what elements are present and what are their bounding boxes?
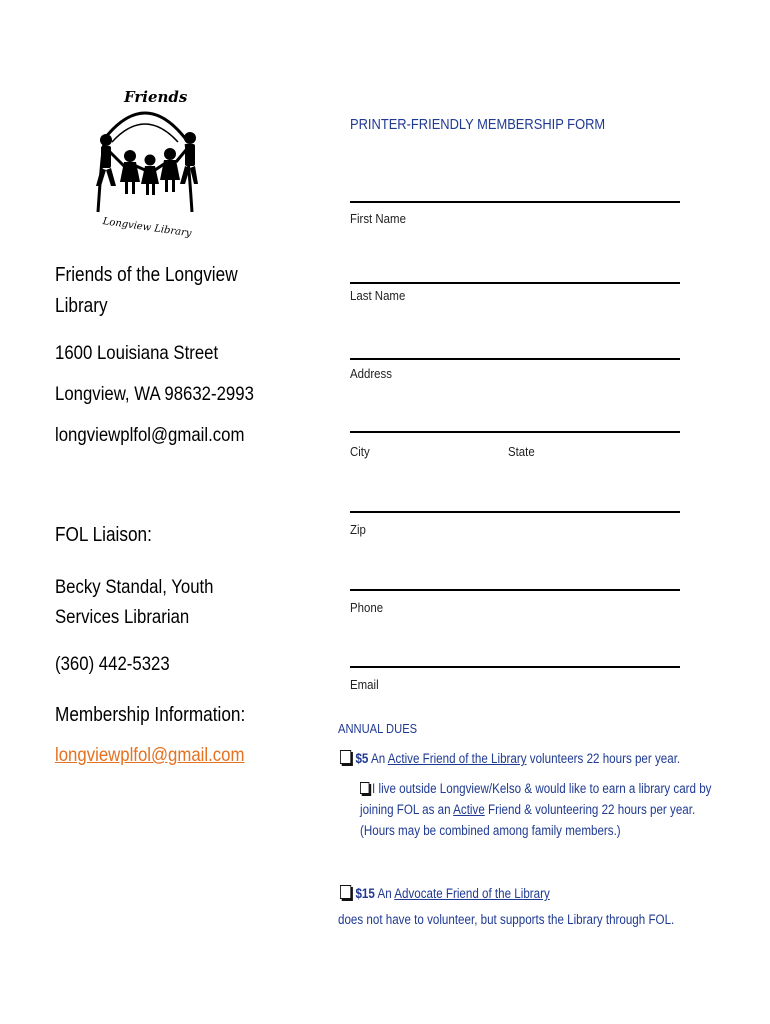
city-state-line[interactable] — [350, 431, 680, 433]
active-prefix: An — [371, 751, 386, 766]
form-title: PRINTER-FRIENDLY MEMBERSHIP FORM — [350, 116, 606, 133]
outside-line-2c: Friend & volunteering 22 hours per year. — [488, 802, 696, 817]
active-price: $5 — [355, 751, 369, 766]
outside-line-1: I live outside Longview/Kelso & would like to earn a library card by — [372, 781, 712, 796]
last-name-label: Last Name — [350, 288, 406, 303]
liaison-phone: (360) 442-5323 — [55, 653, 170, 675]
phone-label: Phone — [350, 600, 384, 615]
outside-line-3: (Hours may be combined among family members.) — [360, 823, 621, 838]
advocate-checkbox[interactable] — [340, 885, 351, 899]
advocate-desc: does not have to volunteer, but supports the Library through FOL. — [338, 912, 675, 927]
outside-checkbox[interactable] — [360, 782, 369, 794]
logo-top-text: Friends — [124, 88, 188, 106]
membership-email-link[interactable]: longviewplfol@gmail.com — [55, 744, 245, 766]
logo-bottom-text: Longview Library — [102, 216, 193, 240]
advocate-prefix: An — [377, 886, 392, 901]
active-option — [340, 750, 680, 766]
last-name-line[interactable] — [350, 282, 680, 284]
org-email: longviewplfol@gmail.com — [55, 424, 245, 446]
liaison-name: Becky Standal, Youth Services Librarian — [55, 576, 214, 628]
first-name-label: First Name — [350, 211, 406, 226]
outside-option — [360, 778, 712, 841]
friends-library-logo — [90, 82, 200, 242]
email-line[interactable] — [350, 666, 680, 668]
advocate-option — [340, 885, 550, 901]
city-label: City — [350, 444, 370, 459]
liaison-heading: FOL Liaison: — [55, 524, 152, 546]
zip-label: Zip — [350, 522, 366, 537]
state-label: State — [508, 444, 535, 459]
address-line-2: Longview, WA 98632-2993 — [55, 383, 254, 405]
advocate-price: $15 — [355, 886, 375, 901]
org-name: Friends of the Longview Library — [55, 264, 238, 317]
advocate-name: Advocate Friend of the Library — [394, 886, 550, 901]
membership-heading: Membership Information: — [55, 704, 246, 726]
outside-line-2a: joining FOL as an — [360, 802, 451, 817]
address-line[interactable] — [350, 358, 680, 360]
active-desc: volunteers 22 hours per year. — [529, 751, 681, 766]
zip-line[interactable] — [350, 511, 680, 513]
outside-active-word: Active — [453, 802, 485, 817]
phone-line[interactable] — [350, 589, 680, 591]
active-checkbox[interactable] — [340, 750, 351, 764]
address-line-1: 1600 Louisiana Street — [55, 342, 219, 364]
first-name-line[interactable] — [350, 201, 680, 203]
email-label: Email — [350, 677, 379, 692]
active-name: Active Friend of the Library — [387, 751, 527, 766]
address-label: Address — [350, 366, 392, 381]
annual-dues-heading: ANNUAL DUES — [338, 721, 418, 736]
